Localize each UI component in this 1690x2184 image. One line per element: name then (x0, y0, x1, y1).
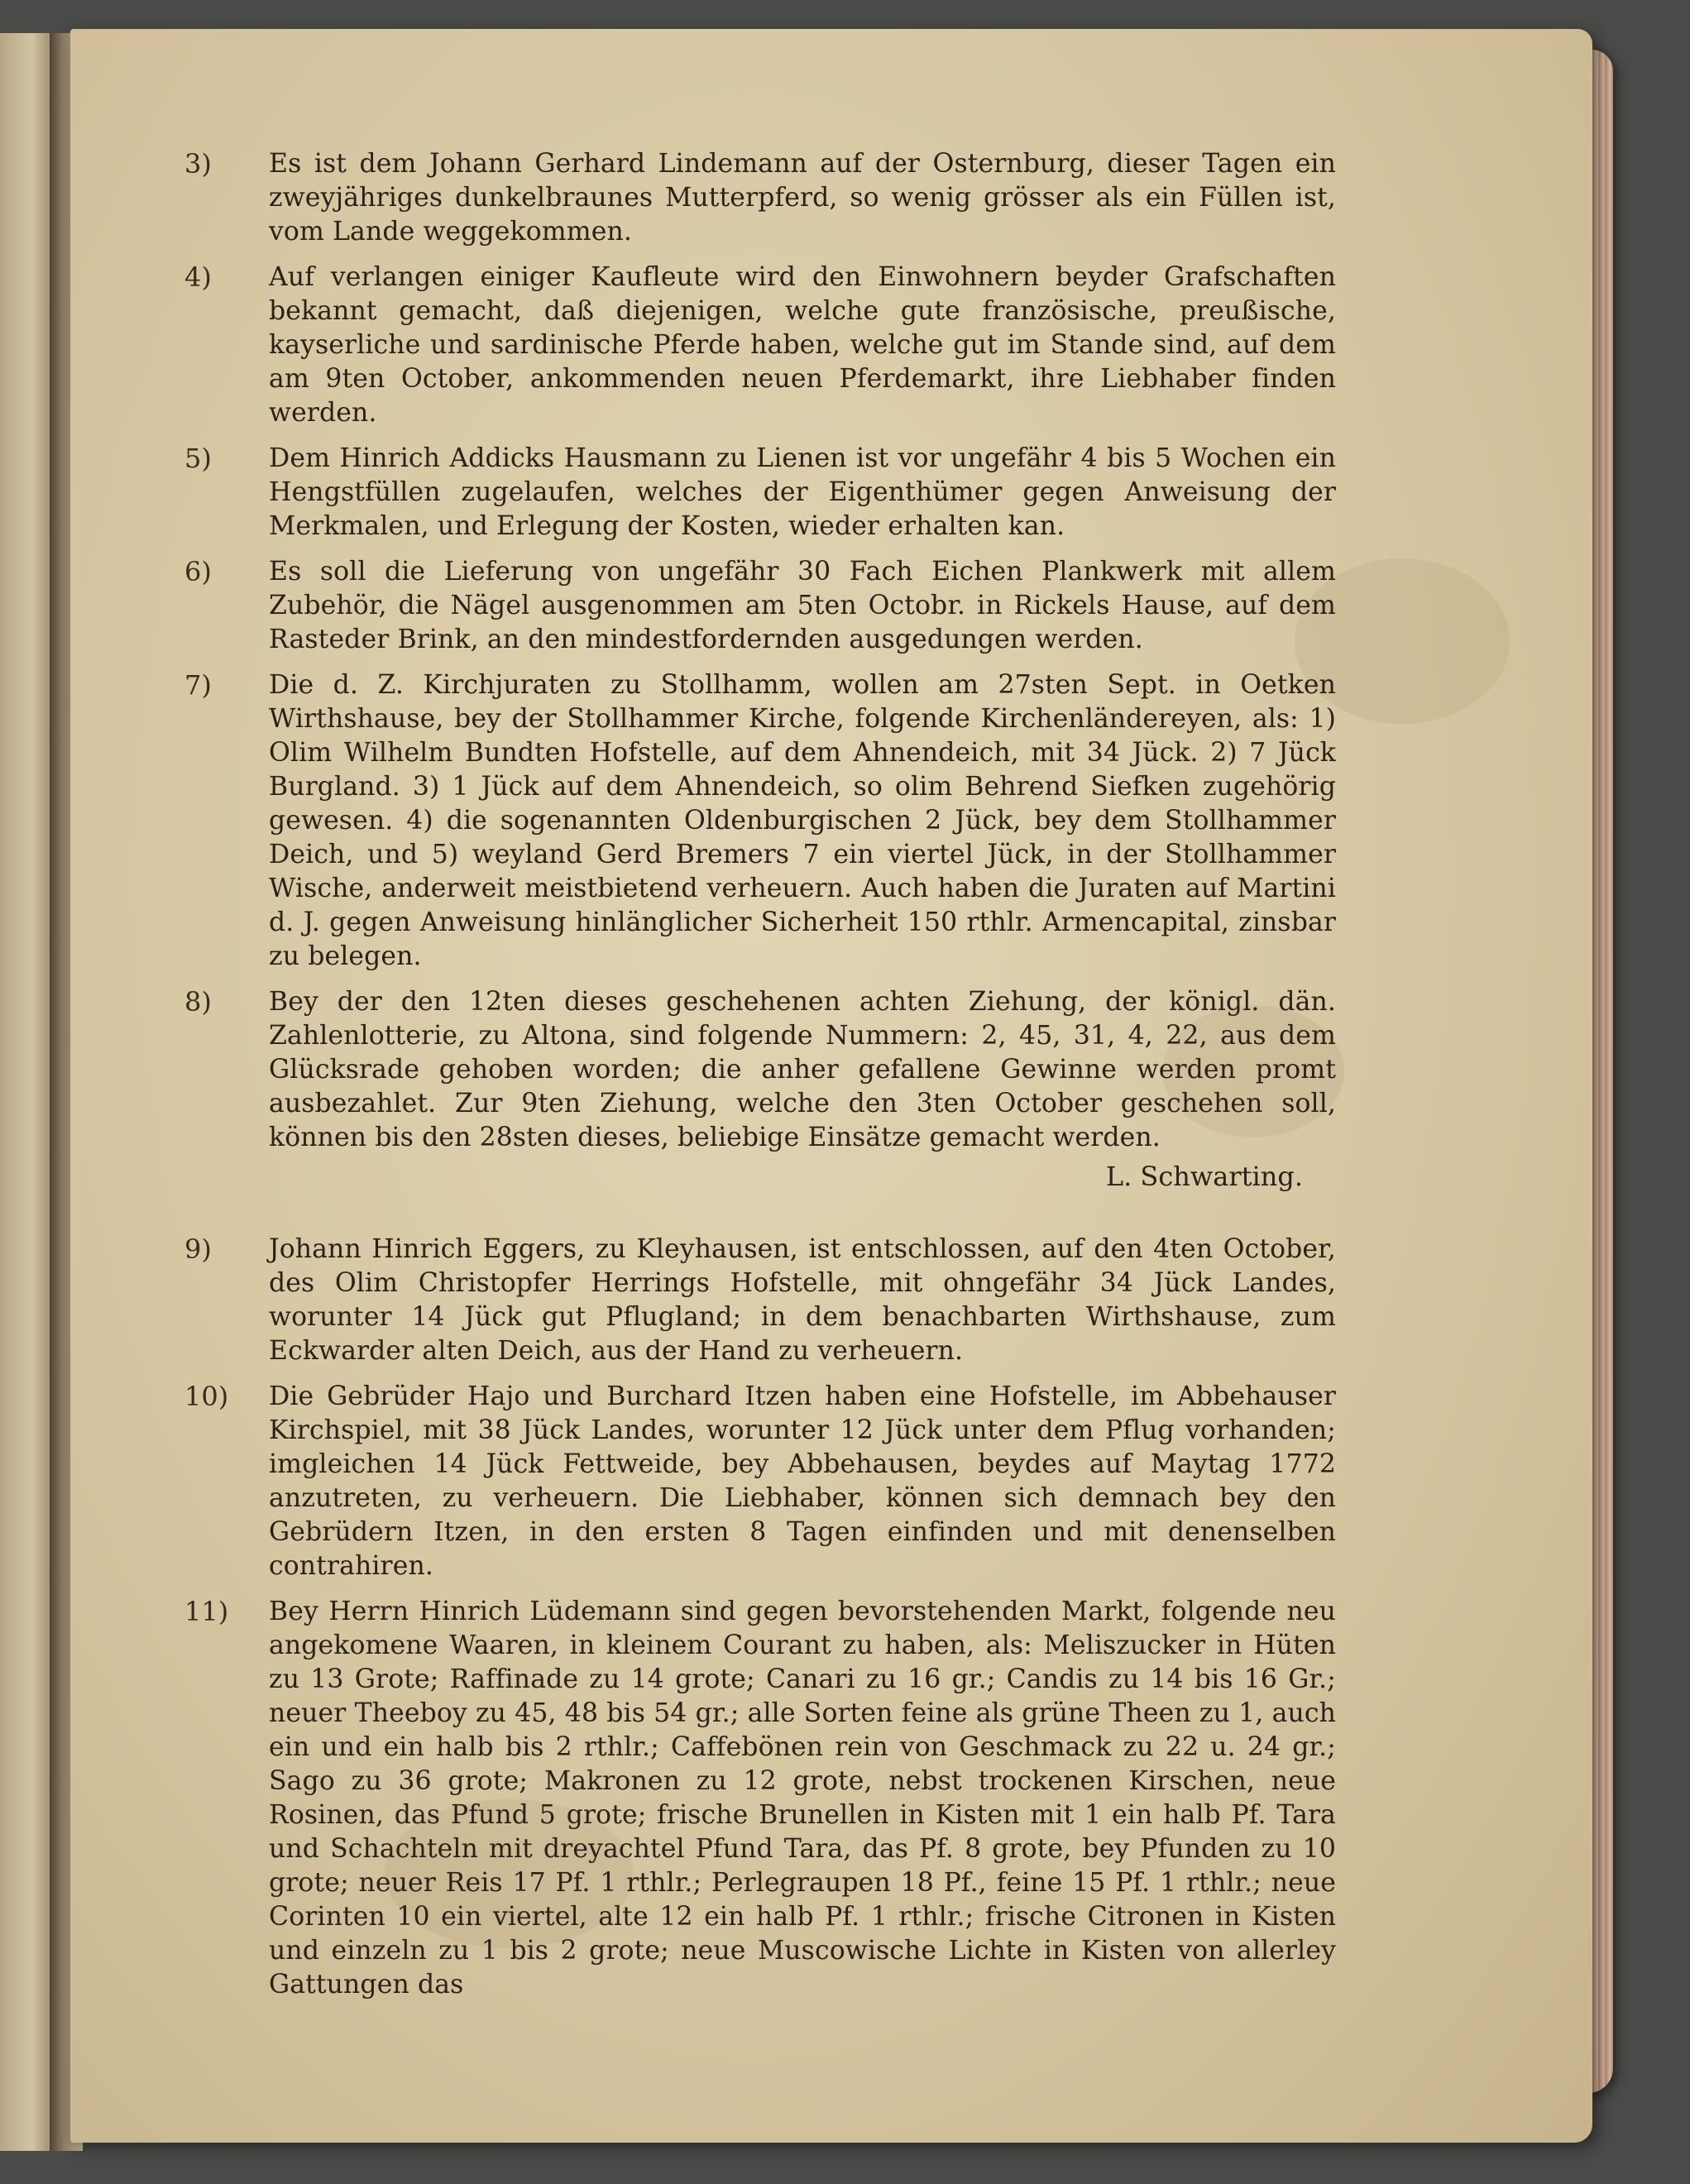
entry-number: 11) (184, 1596, 229, 1627)
entry-text: Dem Hinrich Addicks Hausmann zu Lienen ist vor ungefähr 4 bis 5 Wochen ein Hengstfüllen zugelaufen, welches der Eigenthümer gegen Anweisung der Merkmalen, und Erlegung der Kosten, wieder erhalten kan. (269, 443, 1336, 541)
entry-text: Auf verlangen einiger Kaufleute wird den Einwohnern beyder Grafschaften bekannt gemacht, daß diejenigen, welche gute französische, preußische, kayserliche und sardinische Pferde haben, welche gut im Stande sind, auf dem am 9ten October, ankommenden neuen Pferdemarkt, ihre Liebhaber finden werden. (269, 262, 1336, 428)
entry-number: 6) (184, 556, 212, 587)
entry-text: Johann Hinrich Eggers, zu Kleyhausen, ist entschlossen, auf den 4ten October, des Olim Christopfer Herrings Hofstelle, mit ohngefähr 34 Jück Landes, worunter 14 Jück gut Pflugland; in dem benachbarten Wirthshause, zum Eckwarder alten Deich, aus der Hand zu verheuern. (269, 1234, 1336, 1366)
entry-number: 7) (184, 669, 212, 701)
entry-text: Die Gebrüder Hajo und Burchard Itzen haben eine Hofstelle, im Abbehauser Kirchspiel, mit 38 Jück Landes, worunter 12 Jück unter dem Pflug vorhanden; imgleichen 14 Jück Fettweide, bey Abbehausen, beydes auf Maytag 1772 anzutreten, zu verheuern. Die Liebhaber, können sich demnach bey den Gebrüdern Itzen, in den ersten 8 Tagen einfinden und mit denenselben contrahiren. (269, 1382, 1336, 1581)
entry-number: 9) (184, 1233, 212, 1265)
notice-entry (161, 668, 1336, 974)
notice-entry (161, 147, 1336, 249)
entry-number: 5) (184, 443, 212, 474)
entry-number: 3) (184, 148, 212, 180)
notice-entry (161, 1380, 1336, 1583)
notice-entry (161, 442, 1336, 544)
notice-entry (161, 985, 1336, 1195)
entry-text: Es soll die Lieferung von ungefähr 30 Fach Eichen Plankwerk mit allem Zubehör, die Nägel ausgenommen am 5ten Octobr. in Rickels Hause, auf dem Rasteder Brink, an den mindestfordernden ausgedungen werden. (269, 557, 1336, 654)
entry-text: Die d. Z. Kirchjuraten zu Stollhamm, wollen am 27sten Sept. in Oetken Wirthshause, bey der Stollhammer Kirche, folgende Kirchenländereyen, als: 1) Olim Wilhelm Bundten Hofstelle, auf dem Ahnendeich, mit 34 Jück. 2) 7 Jück Burgland. 3) 1 Jück auf dem Ahnendeich, so olim Behrend Siefken zugehörig gewesen. 4) die sogenannten Oldenburgischen 2 Jück, bey dem Stollhammer Deich, und 5) weyland Gerd Bremers 7 ein viertel Jück, in der Stollhammer Wische, anderweit meistbietend verheuern. Auch haben die Juraten auf Martini d. J. gegen Anweisung hinlänglicher Sicherheit 150 rthlr. Armencapital, zinsbar zu belegen. (269, 670, 1336, 971)
entry-text: Es ist dem Johann Gerhard Lindemann auf der Osternburg, dieser Tagen ein zweyjähriges dunkelbraunes Mutterpferd, so wenig grösser als ein Füllen ist, vom Lande weggekommen. (269, 149, 1336, 247)
notice-entry (161, 1595, 1336, 2002)
entry-number: 10) (184, 1381, 229, 1412)
page-content (161, 147, 1336, 2014)
notice-entry (161, 555, 1336, 657)
notice-entry (161, 261, 1336, 430)
entry-text: Bey der den 12ten dieses geschehenen achten Ziehung, der königl. dän. Zahlenlotterie, zu Altona, sind folgende Nummern: 2, 45, 31, 4, 22, aus dem Glücksrade gehoben worden; die anher gefallene Gewinne werden promt ausbezahlet. Zur 9ten Ziehung, welche den 3ten October geschehen soll, können bis den 28sten dieses, beliebige Einsätze gemacht werden. (269, 987, 1336, 1152)
entry-signature: L. Schwarting. (1105, 1161, 1303, 1192)
entry-text: Bey Herrn Hinrich Lüdemann sind gegen bevorstehenden Markt, folgende neu angekomene Waaren, in kleinem Courant zu haben, als: Meliszucker in Hüten zu 13 Grote; Raffinade zu 14 grote; Canari zu 16 gr.; Candis zu 14 bis 16 Gr.; neuer Theeboy zu 45, 48 bis 54 gr.; alle Sorten feine als grüne Theen zu 1, auch ein und ein halb bis 2 rthlr.; Caffebönen rein von Geschmack zu 22 u. 24 gr.; Sago zu 36 grote; Makronen zu 12 grote, nebst trockenen Kirschen, neue Rosinen, das Pfund 5 grote; frische Brunellen in Kisten mit 1 ein halb Pf. Tara und Schachteln mit dreyachtel Pfund Tara, das Pf. 8 grote, bey Pfunden zu 10 grote; neuer Reis 17 Pf. 1 rthlr.; Perlegraupen 18 Pf., feine 15 Pf. 1 rthlr.; neue Corinten 10 ein viertel, alte 12 ein halb Pf. 1 rthlr.; frische Citronen in Kisten und einzeln zu 1 bis 2 grote; neue Muscowische Lichte in Kisten von allerley Gattungen das (269, 1597, 1336, 2000)
entry-number: 8) (184, 986, 212, 1018)
entry-number: 4) (184, 261, 212, 293)
notice-entry (161, 1233, 1336, 1368)
